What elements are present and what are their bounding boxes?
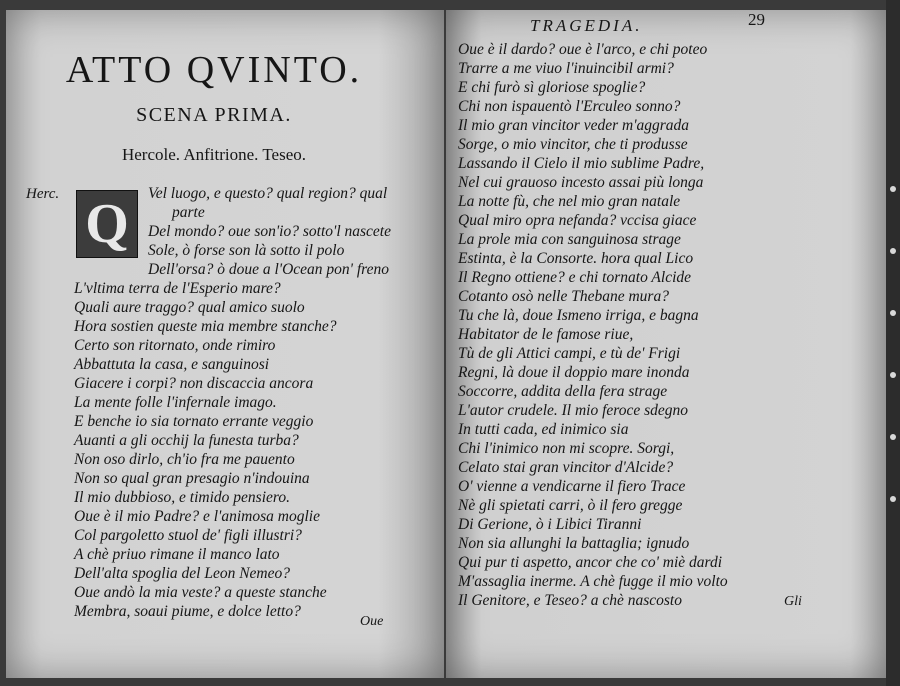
catchword: Oue xyxy=(360,614,384,629)
verse-line: La notte fù, che nel mio gran natale xyxy=(458,193,681,210)
binding-hole xyxy=(890,186,896,192)
verse-line: Vel luogo, e questo? qual region? qual xyxy=(148,185,388,202)
binding-hole xyxy=(890,372,896,378)
verse-line: Qual miro opra nefanda? vccisa giace xyxy=(458,212,697,229)
verse-line: Di Gerione, ò i Libici Tiranni xyxy=(458,516,642,533)
verse-line: Oue è il dardo? oue è l'arco, e chi poteo xyxy=(458,41,708,58)
verse-line: Chi l'inimico non mi scopre. Sorgi, xyxy=(458,440,675,457)
binding-hole xyxy=(890,496,896,502)
verse-line: Certo son ritornato, onde rimiro xyxy=(74,337,276,354)
catchword: Gli xyxy=(784,594,802,609)
verse-line: Estinta, è la Consorte. hora qual Lico xyxy=(458,250,694,267)
verse-line: L'vltima terra de l'Esperio mare? xyxy=(74,280,281,297)
verse-line: Sorge, o mio vincitor, che ti produsse xyxy=(458,136,688,153)
drop-cap: Q xyxy=(76,190,138,258)
verse-line: E chi furò sì gloriose spoglie? xyxy=(458,79,646,96)
verse-line: Non oso dirlo, ch'io fra me pauento xyxy=(74,451,295,468)
act-title: ATTO QVINTO. xyxy=(65,49,363,91)
verse-line: Col pargoletto stuol de' figli illustri? xyxy=(74,527,302,544)
verse-line: L'autor crudele. Il mio feroce sdegno xyxy=(458,402,689,419)
verse-line: Regni, là doue il doppio mare inonda xyxy=(458,364,690,381)
verse-line: O' vienne a vendicarne il fiero Trace xyxy=(458,478,686,495)
binding-hole xyxy=(890,310,896,316)
verse-line: Giacere i corpi? non discaccia ancora xyxy=(74,375,314,392)
running-head: TRAGEDIA. xyxy=(530,16,643,35)
verse-line: Cotanto osò nelle Thebane mura? xyxy=(458,288,669,305)
verse-line: Abbattuta la casa, e sanguinosi xyxy=(74,356,270,373)
verse-line: Habitator de le famose riue, xyxy=(458,326,634,343)
verse-line: Celato stai gran vincitor d'Alcide? xyxy=(458,459,674,476)
verse-line: Nel cui grauoso incesto assai più longa xyxy=(458,174,704,191)
verse-line: Non so qual gran presagio n'indouina xyxy=(74,470,310,487)
verse-line: Tù de gli Attici campi, e tù de' Frigi xyxy=(458,345,681,362)
verse-line: Trarre a me viuo l'inuincibil armi? xyxy=(458,60,674,77)
verse-line: Auanti a gli occhij la funesta turba? xyxy=(74,432,299,449)
book-edge xyxy=(886,0,900,686)
binding-hole xyxy=(890,248,896,254)
verse-line: E benche io sia tornato errante veggio xyxy=(74,413,314,430)
verse-line: Soccorre, addita della fera strage xyxy=(458,383,668,400)
verse-line: M'assaglia inerme. A chè fugge il mio volto xyxy=(458,573,728,590)
verse-line: Sole, ò forse son là sotto il polo xyxy=(148,242,345,259)
page-number: 29 xyxy=(748,10,765,29)
verse-line: parte xyxy=(172,204,205,221)
verse-line: Nè gli spietati carri, ò il fero gregge xyxy=(458,497,683,514)
verse-line: Membra, soaui piume, e dolce letto? xyxy=(74,603,301,620)
verse-line: La prole mia con sanguinosa strage xyxy=(458,231,681,248)
scene-title: SCENA PRIMA. xyxy=(136,104,292,126)
speaker-label: Herc. xyxy=(26,186,60,202)
verse-line: A chè priuo rimane il manco lato xyxy=(74,546,280,563)
verse-line: Oue è il mio Padre? e l'animosa moglie xyxy=(74,508,320,525)
verse-line: Del mondo? oue son'io? sotto'l nascete xyxy=(148,223,391,240)
verse-line: Chi non ispauentò l'Erculeo sonno? xyxy=(458,98,681,115)
character-list: Hercole. Anfitrione. Teseo. xyxy=(121,145,307,164)
verse-line: Quali aure traggo? qual amico suolo xyxy=(74,299,305,316)
verse-line: Dell'orsa? ò doue a l'Ocean pon' freno xyxy=(148,261,389,278)
verse-line: In tutti cada, ed inimico sia xyxy=(458,421,629,438)
verse-line: Non sia allunghi la battaglia; ignudo xyxy=(458,535,690,552)
verse-line: Il Genitore, e Teseo? a chè nascosto xyxy=(458,592,682,609)
verse-line: Qui pur ti aspetto, ancor che co' miè dardi xyxy=(458,554,723,571)
verse-line: Il Regno ottiene? e chi tornato Alcide xyxy=(458,269,692,286)
verse-line: Tu che là, doue Ismeno irriga, e bagna xyxy=(458,307,699,324)
verse-line: Il mio gran vincitor veder m'aggrada xyxy=(458,117,690,134)
verse-line: Hora sostien queste mia membre stanche? xyxy=(74,318,337,335)
verse-line: Dell'alta spoglia del Leon Nemeo? xyxy=(74,565,290,582)
binding-hole xyxy=(890,434,896,440)
verse-line: La mente folle l'infernale imago. xyxy=(74,394,277,411)
verse-line: Oue andò la mia veste? a queste stanche xyxy=(74,584,327,601)
verse-line: Lassando il Cielo il mio sublime Padre, xyxy=(458,155,705,172)
verse-line: Il mio dubbioso, e timido pensiero. xyxy=(74,489,290,506)
